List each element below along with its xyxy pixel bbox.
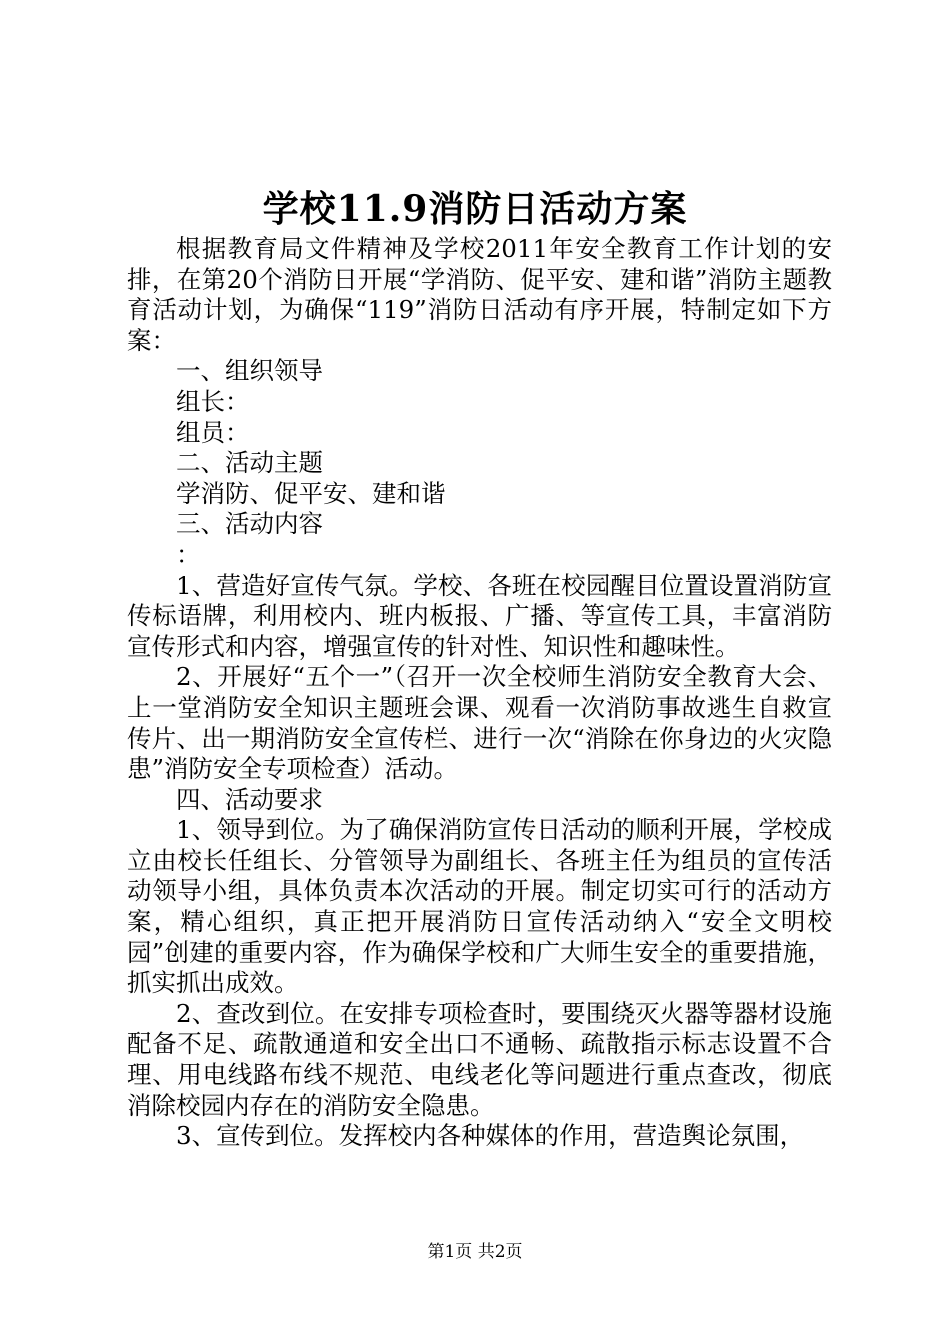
paragraph-requirement-2: 2、查改到位。在安排专项检查时，要围绕灭火器等器材设施配备不足、疏散通道和安全出口不通畅、疏散指示标志设置不合理、用电线路布线不规范、电线老化等问题进行重点查改，彻底消除校园内存在的消防安全隐患。 [127, 998, 832, 1120]
field-group-leader: 组长： [176, 386, 250, 416]
paragraph-intro: 根据教育局文件精神及学校2011年安全教育工作计划的安排，在第20个消防日开展“学消防、促平安、建和谐”消防主题教育活动计划，为确保“119”消防日活动有序开展，特制定如下方案： [127, 234, 832, 355]
document-body [127, 234, 832, 1152]
paragraph-content-1: 1、营造好宣传气氛。学校、各班在校园醒目位置设置消防宣传标语牌，利用校内、班内板报、广播、等宣传工具，丰富消防宣传形式和内容，增强宣传的针对性、知识性和趣味性。 [127, 570, 832, 661]
paragraph-theme: 学消防、促平安、建和谐 [176, 478, 446, 508]
field-group-members: 组员： [176, 417, 250, 447]
heading-content: 三、活动内容 [176, 509, 323, 539]
document-title: 学校11.9消防日活动方案 [262, 188, 688, 230]
heading-theme: 二、活动主题 [176, 448, 323, 478]
paragraph-colon: ： [176, 539, 201, 569]
paragraph-requirement-3: 3、宣传到位。发挥校内各种媒体的作用，营造舆论氛围， [176, 1121, 805, 1151]
page-footer: 第1页 共2页 [427, 1242, 523, 1262]
heading-organization: 一、组织领导 [176, 356, 323, 386]
heading-requirements: 四、活动要求 [176, 784, 323, 814]
paragraph-requirement-1: 1、领导到位。为了确保消防宣传日活动的顺利开展，学校成立由校长任组长、分管领导为副组长、各班主任为组员的宣传活动领导小组，具体负责本次活动的开展。制定切实可行的活动方案，精心组织，真正把开展消防日宣传活动纳入“安全文明校园”创建的重要内容，作为确保学校和广大师生安全的重要措施，抓实抓出成效。 [127, 815, 832, 998]
paragraph-content-2: 2、开展好“五个一”（召开一次全校师生消防安全教育大会、上一堂消防安全知识主题班会课、观看一次消防事故逃生自救宣传片、出一期消防安全宣传栏、进行一次“消除在你身边的火灾隐患”消防安全专项检查）活动。 [127, 662, 832, 784]
